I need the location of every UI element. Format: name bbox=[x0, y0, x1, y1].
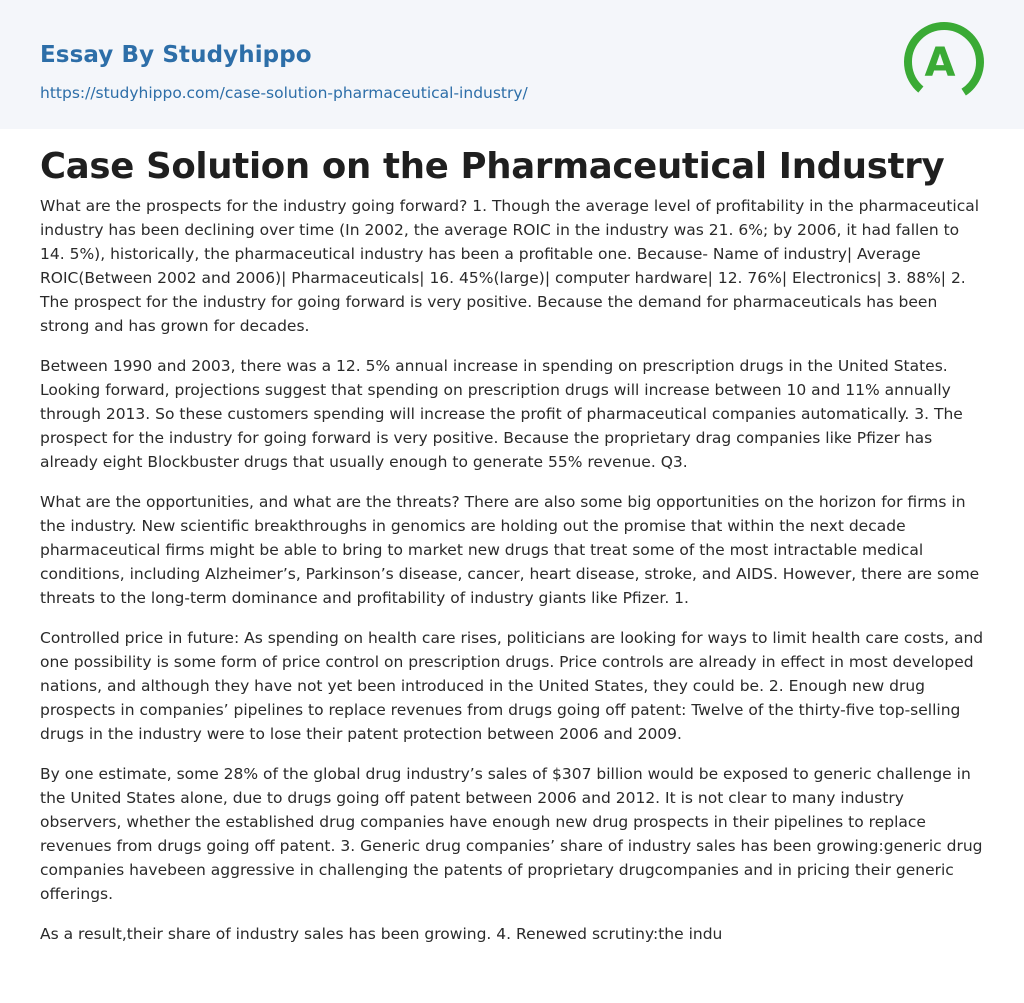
page-title: Case Solution on the Pharmaceutical Industry bbox=[40, 146, 945, 187]
paragraph: As a result,their share of industry sales has been growing. 4. Renewed scrutiny:the indu bbox=[40, 925, 723, 943]
site-brand[interactable]: Essay By Studyhippo bbox=[40, 42, 312, 68]
paragraph: What are the opportunities, and what are the threats? There are also some big opportunities on the horizon for firms in the industry. New scientific breakthroughs in genomics are holding out the promise that within the next decade pharmaceutical firms might be able to bring to market new drugs that treat some of the most intractable medical conditions, including Alzheimer’s, Parkinson’s disease, cancer, heart disease, stroke, and AIDS. However, there are some threats to the long-term dominance and profitability of industry giants like Pfizer. 1. bbox=[40, 493, 980, 607]
page-url-link[interactable]: https://studyhippo.com/case-solution-pharmaceutical-industry/ bbox=[40, 84, 528, 102]
studyhippo-logo-icon[interactable] bbox=[900, 18, 988, 106]
paragraph: By one estimate, some 28% of the global drug industry’s sales of $307 billion would be exposed to generic challenge in the United States alone, due to drugs going off patent between 2006 and 2012. It is not clear to many industry observers, whether the established drug companies have enough new drug prospects in their pipelines to replace revenues from drugs going off patent. 3. Generic drug companies’ share of industry sales has been growing:generic drug companies havebeen aggressive in challenging the patents of proprietary drugcompanies and in pricing their generic offerings. bbox=[40, 765, 983, 903]
paragraph: Controlled price in future: As spending on health care rises, politicians are looking for ways to limit health care costs, and one possibility is some form of price control on prescription drugs. Price controls are already in effect in most developed nations, and although they have not yet been introduced in the United States, they could be. 2. Enough new drug prospects in companies’ pipelines to replace revenues from drugs going off patent: Twelve of the thirty-five top-selling drugs in the industry were to lose their patent protection between 2006 and 2009. bbox=[40, 629, 984, 743]
paragraph: Between 1990 and 2003, there was a 12. 5% annual increase in spending on prescription drugs in the United States. Looking forward, projections suggest that spending on prescription drugs will increase between 10 and 11% annually through 2013. So these customers spending will increase the profit of pharmaceutical companies automatically. 3. The prospect for the industry for going forward is very positive. Because the proprietary drag companies like Pfizer has already eight Blockbuster drugs that usually enough to generate 55% revenue. Q3. bbox=[40, 357, 963, 471]
site-header bbox=[0, 0, 1024, 129]
article-body bbox=[40, 194, 988, 962]
paragraph: What are the prospects for the industry going forward? 1. Though the average level of profitability in the pharmaceutical industry has been declining over time (In 2002, the average ROIC in the industry was 21. 6%; by 2006, it had fallen to 14. 5%), historically, the pharmaceutical industry has been a profitable one. Because- Name of industry| Average ROIC(Between 2002 and 2006)| Pharmaceuticals| 16. 45%(large)| computer hardware| 12. 76%| Electronics| 3. 88%| 2. The prospect for the industry for going forward is very positive. Because the demand for pharmaceuticals has been strong and has grown for decades. bbox=[40, 197, 980, 335]
logo-letter: A bbox=[924, 40, 956, 86]
